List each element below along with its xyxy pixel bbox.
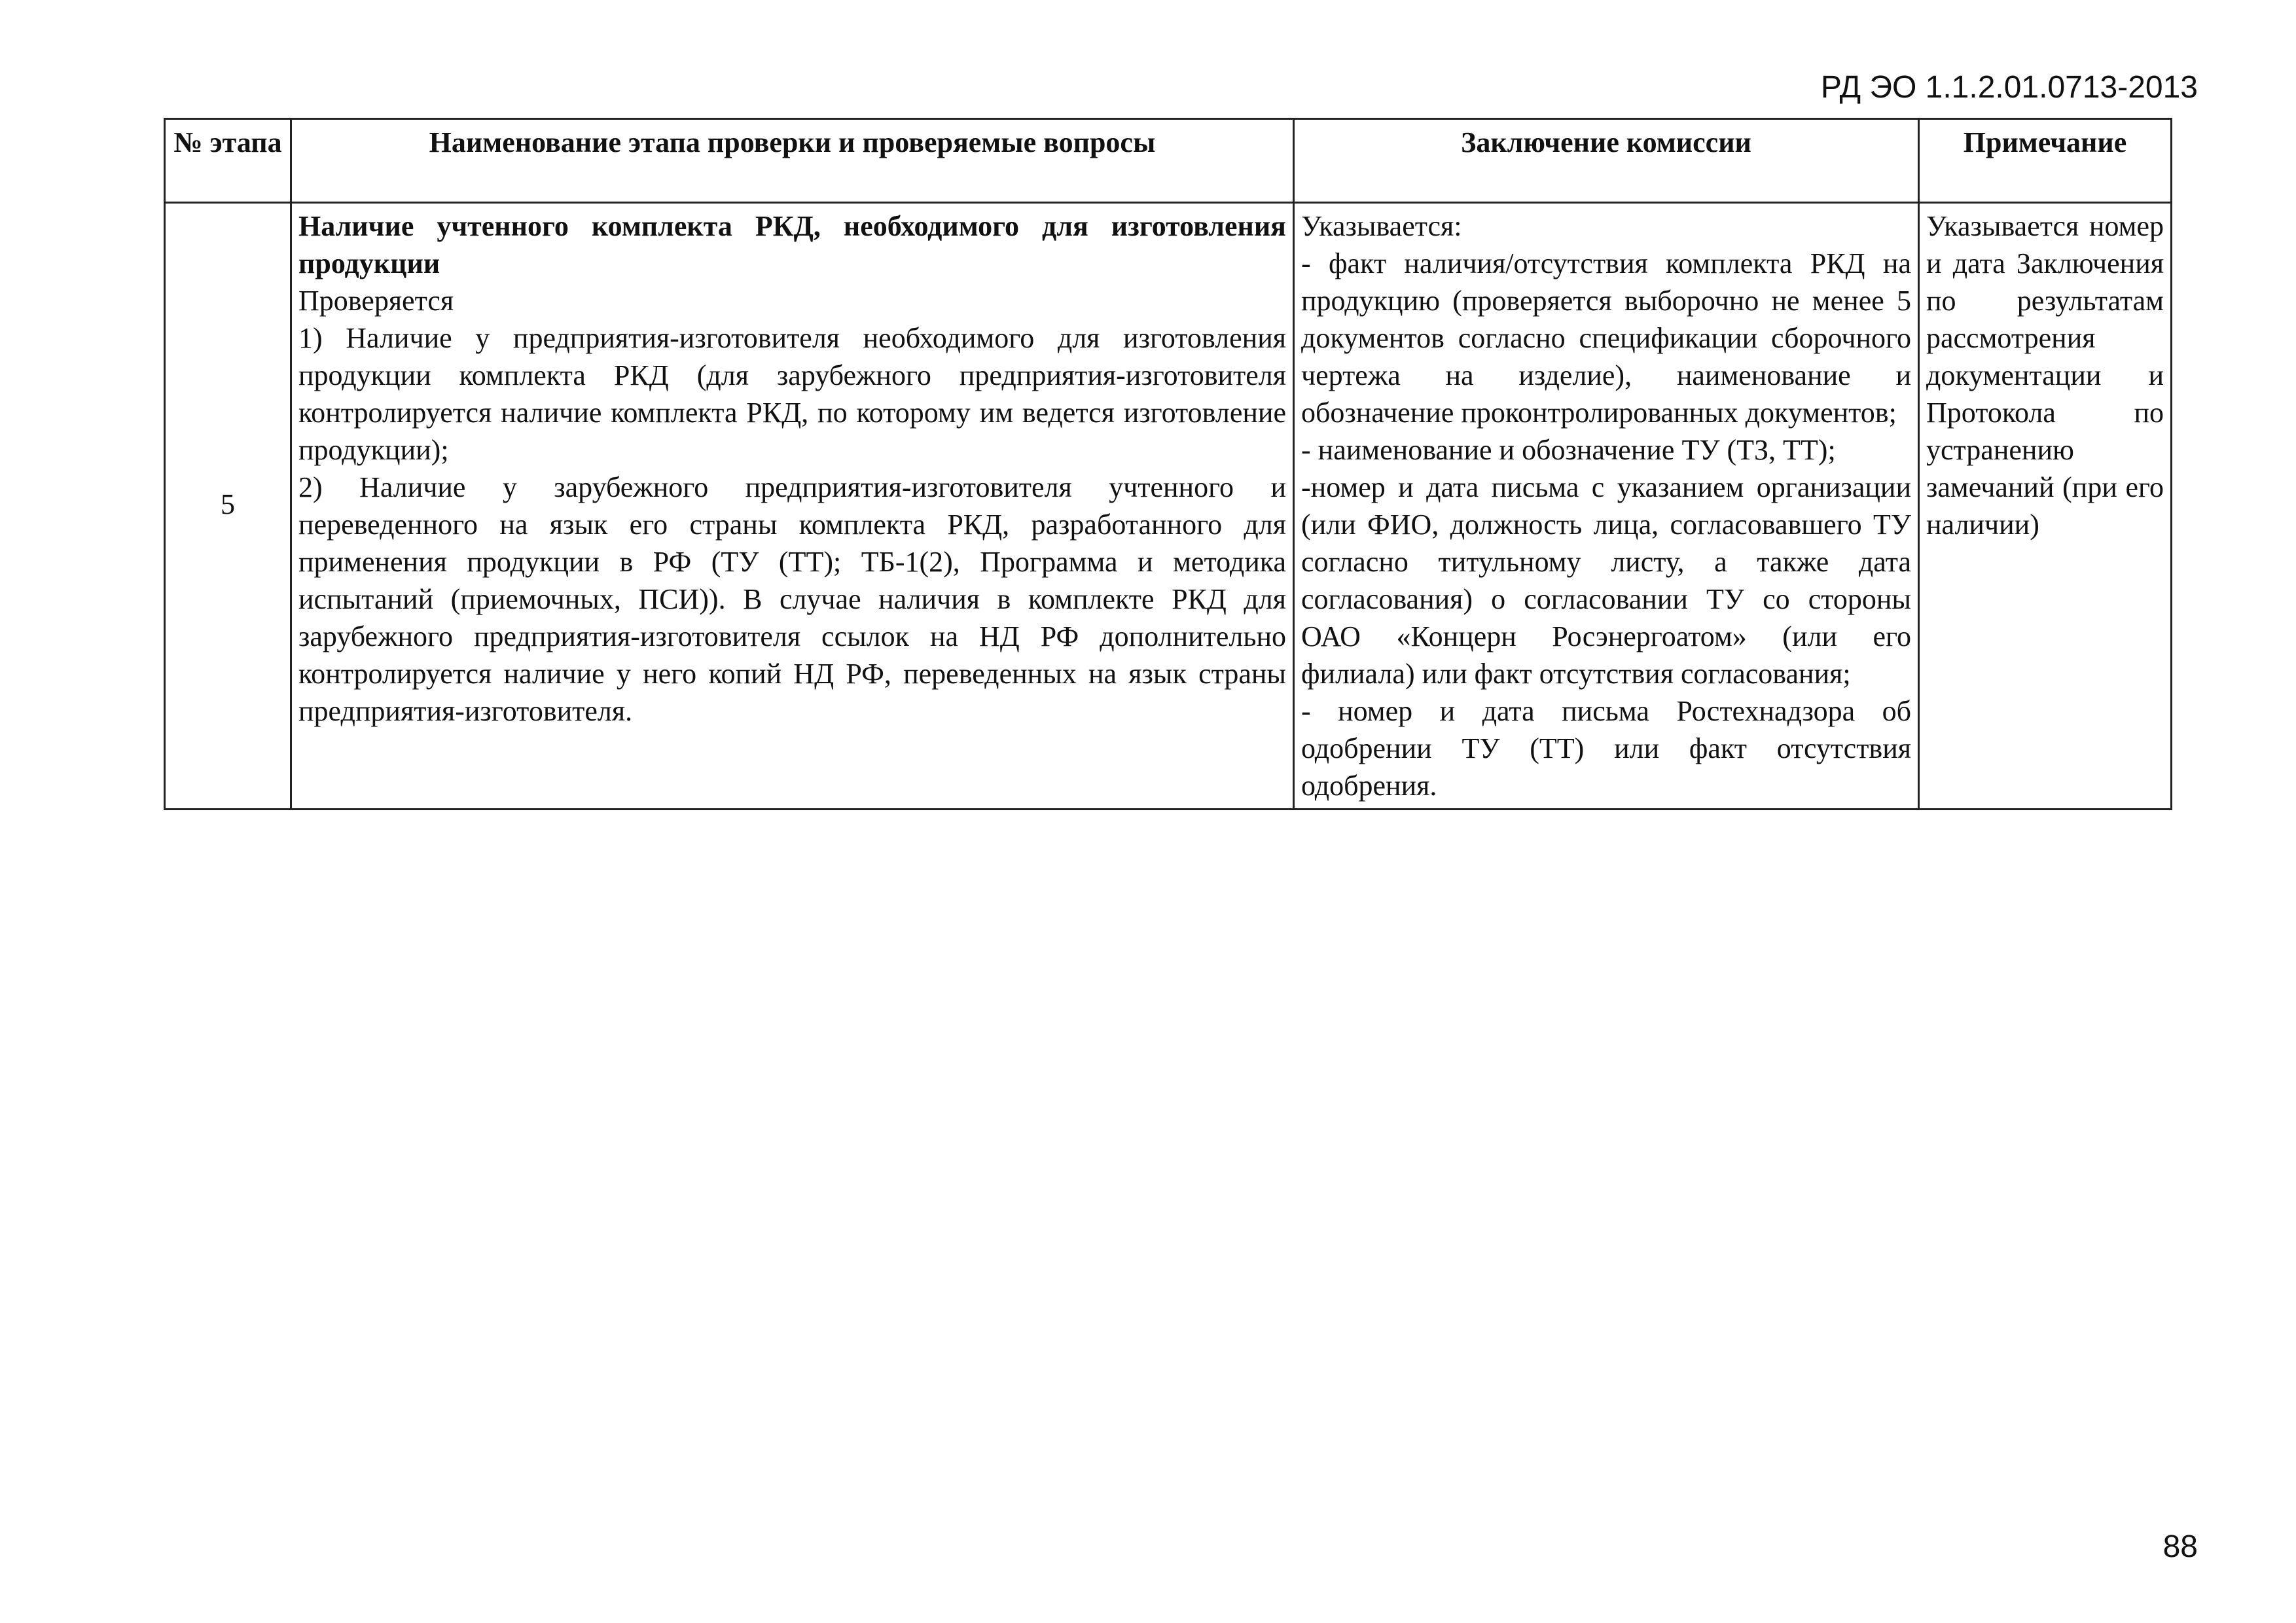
table-row xyxy=(165,203,2172,810)
note-cell xyxy=(1919,203,2172,810)
note-text: Указывается номер и дата Заключения по результатам рассмотрения документации и Протокола по устранению замечаний (при его наличии) xyxy=(1926,210,2164,541)
conclusion-point-4: - номер и дата письма Ростехнадзора об одобрении ТУ (ТТ) или факт отсутствия одобрения. xyxy=(1301,695,1911,802)
column-header-conclusion: Заключение комиссии xyxy=(1294,119,1919,203)
column-header-note: Примечание xyxy=(1919,119,2172,203)
conclusion-cell xyxy=(1294,203,1919,810)
table-header-row xyxy=(165,119,2172,203)
document-code: РД ЭО 1.1.2.01.0713-2013 xyxy=(1820,70,2198,105)
check-item-1: 1) Наличие у предприятия-изготовителя необходимого для изготовления продукции комплекта РКД (для зарубежного предприятия-изготовителя контролируется наличие комплекта РКД, по которому им ведется изготовление продукции); xyxy=(298,322,1286,466)
conclusion-point-2: - наименование и обозначение ТУ (ТЗ, ТТ); xyxy=(1301,434,1836,466)
conclusion-point-1: - факт наличия/отсутствия комплекта РКД на продукцию (проверяется выборочно не менее 5 документов согласно спецификации сборочного чертежа на изделие), наименование и обозначение проконтролированных документов; xyxy=(1301,247,1911,429)
checks-cell xyxy=(291,203,1294,810)
check-intro: Проверяется xyxy=(298,285,454,317)
page-number: 88 xyxy=(2162,1529,2198,1564)
conclusion-point-3: -номер и дата письма с указанием организации (или ФИО, должность лица, согласовавшего ТУ согласно титульному листу, а также дата согласования) о согласовании ТУ со стороны ОАО «Концерн Росэнергоатом» (или его филиала) или факт отсутствия согласования; xyxy=(1301,471,1911,690)
conclusion-intro: Указывается: xyxy=(1301,210,1462,242)
stage-number: 5 xyxy=(165,203,291,810)
inspection-table xyxy=(164,118,2172,810)
check-section-title: Наличие учтенного комплекта РКД, необходимого для изготовления продукции xyxy=(298,210,1286,279)
column-header-checks: Наименование этапа проверки и проверяемые вопросы xyxy=(291,119,1294,203)
column-header-stage: № этапа xyxy=(165,119,291,203)
check-item-2: 2) Наличие у зарубежного предприятия-изготовителя учтенного и переведенного на язык его страны комплекта РКД, разработанного для применения продукции в РФ (ТУ (ТТ); ТБ-1(2), Программа и методика испытаний (приемочных, ПСИ)). В случае наличия в комплекте РКД для зарубежного предприятия-изготовителя ссылок на НД РФ дополнительно контролируется наличие у него копий НД РФ, переведенных на язык страны предприятия-изготовителя. xyxy=(298,471,1286,727)
